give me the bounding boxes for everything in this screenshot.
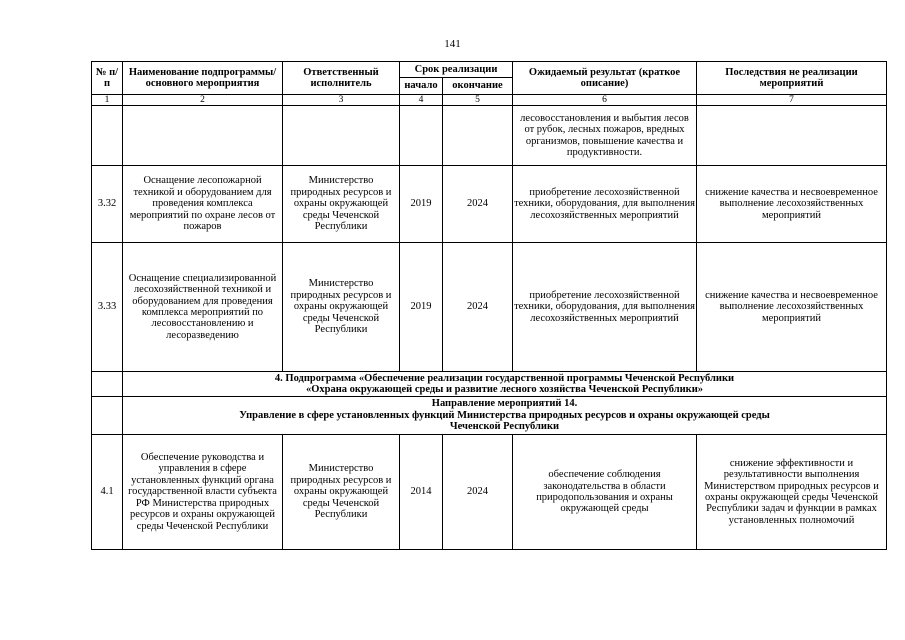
row-result: лесовосстановления и выбытия лесов от рубок, лесных пожаров, вредных организмов, повышение качества и продуктивности. (513, 106, 697, 166)
row-start (400, 106, 443, 166)
subprogram-title-line: «Охрана окружающей среды и развитие лесного хозяйства Чеченской Республики» (305, 384, 704, 395)
row-end: 2024 (443, 166, 513, 243)
row-consequences (697, 106, 887, 166)
table-row (92, 106, 887, 166)
row-end: 2024 (443, 435, 513, 550)
direction-title-line: Направление мероприятий 14. (431, 398, 578, 410)
column-number: 4 (400, 95, 443, 106)
header-name: Наименование подпрограммы/ основного мероприятия (123, 62, 283, 95)
row-start: 2014 (400, 435, 443, 550)
row-no: 3.33 (92, 243, 123, 372)
header-period: Срок реализации (400, 62, 513, 78)
row-no (92, 106, 123, 166)
header-no: № п/п (92, 62, 123, 95)
column-number: 5 (443, 95, 513, 106)
row-name: Оснащение специализированной лесохозяйственной техникой и оборудованием для проведения комплекса мероприятий по лесовосстановлению и лесоразведению (123, 243, 283, 372)
direction-title-line: Чеченской Республики (449, 421, 560, 433)
table-row (92, 166, 887, 243)
header-executor: Ответственный исполнитель (283, 62, 400, 95)
table-row (92, 243, 887, 372)
row-consequences: снижение эффективности и результативности выполнения Министерством природных ресурсов и охраны окружающей среды Чеченской Республики задач и функции в рамках установленных полномочий (697, 435, 887, 550)
subprogram-empty-cell (92, 372, 123, 397)
header-start: начало (400, 78, 443, 95)
row-executor (283, 106, 400, 166)
subprogram-title-line: 4. Подпрограмма «Обеспечение реализации государственной программы Чеченской Республики (274, 372, 735, 384)
header-row-1 (92, 62, 887, 78)
row-name: Оснащение лесопожарной техникой и оборудованием для проведения комплекса мероприятий по охране лесов от пожаров (123, 166, 283, 243)
page-number: 141 (444, 38, 461, 50)
row-name: Обеспечение руководства и управления в сфере установленных функций органа государственной власти субъекта РФ Министерства природных ресурсов и охраны окружающей среды Чеченской Республики (123, 435, 283, 550)
row-no: 4.1 (92, 435, 123, 550)
row-consequences: снижение качества и несвоевременное выполнение лесохозяйственных мероприятий (697, 166, 887, 243)
row-name (123, 106, 283, 166)
row-no: 3.32 (92, 166, 123, 243)
column-number: 2 (123, 95, 283, 106)
direction-row (92, 397, 887, 435)
subprogram-row (92, 372, 887, 397)
table-row (92, 435, 887, 550)
direction-title (123, 397, 887, 435)
row-end (443, 106, 513, 166)
direction-title-line: Управление в сфере установленных функций Министерства природных ресурсов и охраны окружающей среды (239, 409, 770, 421)
row-result: обеспечение соблюдения законодательства в области природопользования и охраны окружающей среды (513, 435, 697, 550)
column-number: 7 (697, 95, 887, 106)
header-end: окончание (443, 78, 513, 95)
column-number: 3 (283, 95, 400, 106)
row-consequences: снижение качества и несвоевременное выполнение лесохозяйственных мероприятий (697, 243, 887, 372)
row-executor: Министерство природных ресурсов и охраны окружающей среды Чеченской Республики (283, 243, 400, 372)
column-number: 1 (92, 95, 123, 106)
row-result: приобретение лесохозяйственной техники, оборудования, для выполнения лесохозяйственных мероприятий (513, 166, 697, 243)
row-executor: Министерство природных ресурсов и охраны окружающей среды Чеченской Республики (283, 435, 400, 550)
measures-table (91, 61, 887, 550)
header-result: Ожидаемый результат (краткое описание) (513, 62, 697, 95)
subprogram-title (123, 372, 887, 397)
header-consequences: Последствия не реализации мероприятий (697, 62, 887, 95)
direction-empty-cell (92, 397, 123, 435)
column-number: 6 (513, 95, 697, 106)
column-numbers-row (92, 95, 887, 106)
row-start: 2019 (400, 166, 443, 243)
row-executor: Министерство природных ресурсов и охраны окружающей среды Чеченской Республики (283, 166, 400, 243)
row-end: 2024 (443, 243, 513, 372)
row-result: приобретение лесохозяйственной техники, оборудования, для выполнения лесохозяйственных мероприятий (513, 243, 697, 372)
row-start: 2019 (400, 243, 443, 372)
